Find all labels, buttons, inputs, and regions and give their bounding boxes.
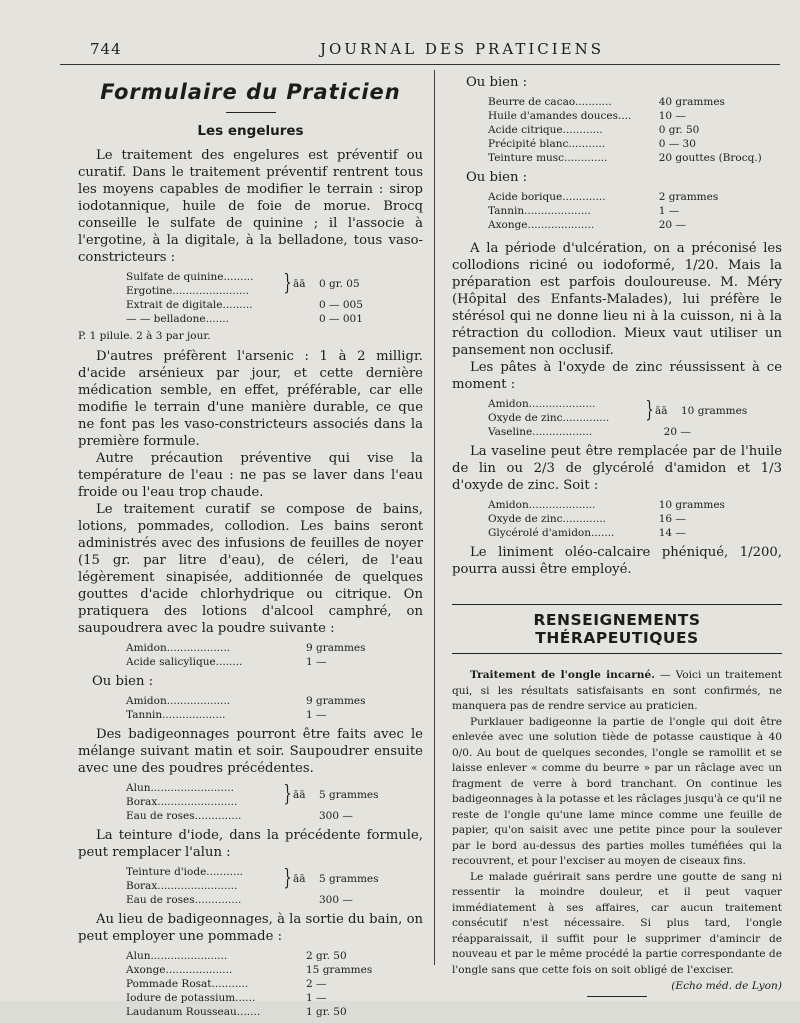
ana-mark: āā <box>655 405 668 417</box>
section-title: Les engelures <box>197 123 304 139</box>
paragraph: Le liniment oléo-calcaire phéniqué, 1/200, pourra aussi être employé. <box>452 545 782 577</box>
ingredient-qty: 5 grammes <box>319 873 379 885</box>
recipe-row <box>126 694 423 708</box>
recipe-row <box>126 655 423 669</box>
ingredient-qty: 20 gouttes (Brocq.) <box>658 152 762 164</box>
ingredient-name: Acide salicylique........ <box>126 656 243 668</box>
recipe-row <box>126 991 423 1005</box>
paragraph: La vaseline peut être remplacée par de l'huile de lin ou 2/3 de glycérolé d'amidon et 1/3 d'oxyde de zinc. Soit : <box>452 444 782 493</box>
ingredient-name: Acide borique............. <box>488 191 606 203</box>
ingredient-name: Glycérolé d'amidon....... <box>488 527 615 539</box>
ingredient-name: Acide citrique............ <box>488 124 603 136</box>
ingredient-name: Borax........................ <box>126 796 238 808</box>
ingredient-name: Précipité blanc........... <box>488 138 606 150</box>
recipe <box>126 694 423 722</box>
ingredient-name: Vaseline.................. <box>488 426 593 438</box>
ingredient-qty: 1 gr. 50 <box>306 1006 347 1018</box>
ingredient-qty: 2 grammes <box>658 191 719 203</box>
recipe-row <box>126 809 423 823</box>
recipe <box>488 95 782 165</box>
recipe <box>488 190 782 232</box>
page-header <box>60 40 780 65</box>
recipe <box>488 397 782 439</box>
ingredient-qty: 9 grammes <box>306 695 366 707</box>
ana-mark: āā <box>293 278 306 290</box>
ingredient-name: Tannin................... <box>126 709 226 721</box>
recipe-row <box>126 312 423 326</box>
recipe <box>126 949 423 1019</box>
source-citation: (Echo méd. de Lyon) <box>671 980 782 992</box>
ingredient-name: Laudanum Rousseau....... <box>126 1006 261 1018</box>
recipe-row <box>488 218 782 232</box>
ingredient-name: Teinture d'iode........... <box>126 866 244 878</box>
section-heading: RENSEIGNEMENTS THÉRAPEUTIQUES <box>452 604 782 654</box>
recipe <box>488 498 782 540</box>
ingredient-name: Sulfate de quinine......... <box>126 271 254 283</box>
article-paragraph: Purklauer badigeonne la partie de l'ongle qui doit être enlevée avec une solution tiède de potasse caustique à 40 0/0. Au bout de quelques secondes, l'ongle se ramollit et se laisse enlever « comme du beurre » par un râclage avec un fragment de verre à bord tranchant. On continue les badigeonnages à la potasse et les râclages jusqu'à ce qu'il ne reste de l'ongle qu'une lame mince comme une feuille de papier, qu'on saisit avec une petite pince pour la soulever par le bord au-dessus des parties molles tuméfiées qui la recouvrent, et pour l'exciser au moyen de ciseaux fins. <box>452 715 782 867</box>
recipe-group <box>488 397 782 425</box>
ingredient-qty: 1 — <box>658 205 680 217</box>
ingredient-qty: 15 grammes <box>306 964 373 976</box>
recipe-row <box>488 512 782 526</box>
paragraph: D'autres préfèrent l'arsenic : 1 à 2 milligr. d'acide arsénieux par jour, et cette dernière médication semble, en effet, préférable, car elle modifie le terrain d'une manière durable, ce que ne font pas les vaso-constricteurs associés dans la première formule. <box>78 349 423 449</box>
column-divider <box>434 70 435 965</box>
recipe-row <box>126 1005 423 1019</box>
ingredient-name: Axonge.................... <box>126 964 233 976</box>
paragraph: Au lieu de badigeonnages, à la sortie du bain, on peut employer une pommade : <box>78 912 423 944</box>
recipe-row <box>126 977 423 991</box>
ingredient-name: — — belladone....... <box>126 313 229 325</box>
ingredient-name: Amidon.................... <box>488 398 596 410</box>
recipe-row <box>488 137 782 151</box>
end-rule <box>587 996 647 997</box>
ingredient-qty: 10 grammes <box>658 499 725 511</box>
recipe-group <box>126 865 423 893</box>
ingredient-qty: 300 — <box>319 894 353 906</box>
ingredient-name: Alun......................... <box>126 782 234 794</box>
brace-symbol: } <box>283 866 292 891</box>
paragraph: Le traitement des engelures est préventif ou curatif. Dans le traitement préventif rentrent tous les moyens capables de modifier le terrain : sirop iodotannique, huile de foie de morue. Brocq conseille le sulfate de quinine ; il l'associe à l'ergotine, à la digitale, à la belladone, tous vaso-constricteurs : <box>78 148 423 265</box>
ingredient-qty: 20 — <box>663 426 691 438</box>
recipe-row <box>488 95 782 109</box>
journal-title: JOURNAL DES PRATICIENS <box>320 40 605 58</box>
ingredient-qty: 14 — <box>658 527 686 539</box>
recipe-row <box>126 893 423 907</box>
ingredient-name: Borax........................ <box>126 880 238 892</box>
recipe-row <box>488 526 782 540</box>
article-paragraph <box>452 668 782 715</box>
recipe-row <box>126 641 423 655</box>
ingredient-name: Beurre de cacao........... <box>488 96 612 108</box>
ingredient-qty: 0 — 30 <box>658 138 696 150</box>
brace-symbol: } <box>645 398 654 423</box>
recipe-group <box>126 270 423 298</box>
left-column <box>78 70 423 1023</box>
ingredient-qty: 1 — <box>306 709 327 721</box>
title-rule <box>226 112 276 113</box>
recipe <box>126 270 423 326</box>
recipe-row <box>126 298 423 312</box>
ingredient-qty: 1 — <box>306 656 327 668</box>
ingredient-name: Amidon................... <box>126 642 231 654</box>
ingredient-name: Amidon.................... <box>488 499 596 511</box>
recipe-row <box>488 498 782 512</box>
recipe-row <box>488 204 782 218</box>
recipe-row <box>126 963 423 977</box>
ana-mark: āā <box>293 873 306 885</box>
article-paragraph: Le malade guérirait sans perdre une goutte de sang ni ressentir la moindre douleur, et il peut vaquer immédiatement à ses affaires, car aucun traitement consécutif n'est nécessaire. Si plus tard, l'ongle réapparaissait, il suffit pour le supprimer d'amincir de nouveau et par le même procédé la partie correspondante de l'ongle sans que cette fois on soit obligé de l'exciser. <box>452 870 782 976</box>
ingredient-name: Oxyde de zinc.............. <box>488 412 610 424</box>
ingredient-qty: 0 gr. 50 <box>658 124 700 136</box>
ana-mark: āā <box>293 789 306 801</box>
ingredient-qty: 10 grammes <box>681 405 748 417</box>
recipe-row <box>488 109 782 123</box>
ingredient-name: Eau de roses.............. <box>126 894 242 906</box>
paragraph: La teinture d'iode, dans la précédente formule, peut remplacer l'alun : <box>78 828 423 860</box>
ingredient-name: Eau de roses.............. <box>126 810 242 822</box>
ingredient-qty: 5 grammes <box>319 789 379 801</box>
ingredient-qty: 300 — <box>319 810 353 822</box>
formulaire-title: Formulaire du Praticien <box>100 80 401 104</box>
ingredient-qty: 16 — <box>658 513 686 525</box>
ingredient-name: Pommade Rosat........... <box>126 978 249 990</box>
ingredient-name: Teinture musc............. <box>488 152 608 164</box>
recipe <box>126 641 423 669</box>
recipe <box>126 865 423 907</box>
article-text: — Voici un traitement qui, si les résultats satisfaisants en sont confirmés, ne manquera pas de rendre service au praticien. <box>452 669 782 712</box>
alternative-label: Ou bien : <box>466 170 528 185</box>
recipe-group <box>126 781 423 809</box>
ingredient-qty: 0 gr. 05 <box>319 278 360 290</box>
ingredient-name: Ergotine....................... <box>126 285 250 297</box>
ingredient-qty: 2 gr. 50 <box>306 950 347 962</box>
page-number: 744 <box>90 40 122 58</box>
ingredient-name: Amidon................... <box>126 695 231 707</box>
ingredient-name: Huile d'amandes douces.... <box>488 110 632 122</box>
ingredient-qty: 40 grammes <box>658 96 725 108</box>
ingredient-qty: 9 grammes <box>306 642 366 654</box>
ingredient-qty: 0 — 001 <box>319 313 363 325</box>
recipe <box>126 781 423 823</box>
recipe-row <box>488 425 782 439</box>
recipe-row <box>126 949 423 963</box>
ingredient-qty: 1 — <box>306 992 327 1004</box>
ingredient-name: Extrait de digitale......... <box>126 299 253 311</box>
ingredient-qty: 2 — <box>306 978 327 990</box>
ingredient-name: Oxyde de zinc............. <box>488 513 606 525</box>
article-title: Traitement de l'ongle incarné. <box>470 669 655 681</box>
ingredient-name: Axonge.................... <box>488 219 595 231</box>
brace-symbol: } <box>283 782 292 807</box>
paragraph: A la période d'ulcération, on a préconisé les collodions riciné ou iodoformé, 1/20. Mais la préparation est parfois douloureuse. M. Méry (Hôpital des Enfants-Malades), lui préfère le stérésol qui ne donne lieu ni à la cuisson, ni à la rétraction du collodion. Mieux vaut utiliser un pansement non occlusif. <box>452 241 782 358</box>
alternative-label: Ou bien : <box>466 75 528 90</box>
ingredient-qty: 0 — 005 <box>319 299 363 311</box>
alternative-label: Ou bien : <box>92 674 154 689</box>
dosage-note: P. 1 pilule. 2 à 3 par jour. <box>78 330 211 342</box>
recipe-row <box>488 151 782 165</box>
brace-symbol: } <box>283 271 292 296</box>
recipe-row <box>488 190 782 204</box>
right-column <box>452 70 782 997</box>
paragraph: Des badigeonnages pourront être faits avec le mélange suivant matin et soir. Saupoudrer ensuite avec une des poudres précédentes. <box>78 727 423 776</box>
paragraph: Autre précaution préventive qui vise la température de l'eau : ne pas se laver dans l'eau froide ou l'eau trop chaude. <box>78 451 423 500</box>
paragraph: Le traitement curatif se compose de bains, lotions, pommades, collodion. Les bains seront administrés avec des infusions de feuilles de noyer (15 gr. par litre d'eau), de céleri, de l'eau légèrement sinapisée, additionnée de quelques gouttes d'acide chlorhydrique ou citrique. On pratiquera des lotions d'alcool camphré, on saupoudrera avec la poudre suivante : <box>78 502 423 636</box>
ingredient-name: Alun....................... <box>126 950 228 962</box>
ingredient-name: Tannin.................... <box>488 205 591 217</box>
recipe-row <box>488 123 782 137</box>
ingredient-qty: 20 — <box>658 219 686 231</box>
recipe-row <box>126 708 423 722</box>
paragraph: Les pâtes à l'oxyde de zinc réussissent à ce moment : <box>452 360 782 392</box>
ingredient-qty: 10 — <box>658 110 686 122</box>
ingredient-name: Iodure de potassium...... <box>126 992 256 1004</box>
